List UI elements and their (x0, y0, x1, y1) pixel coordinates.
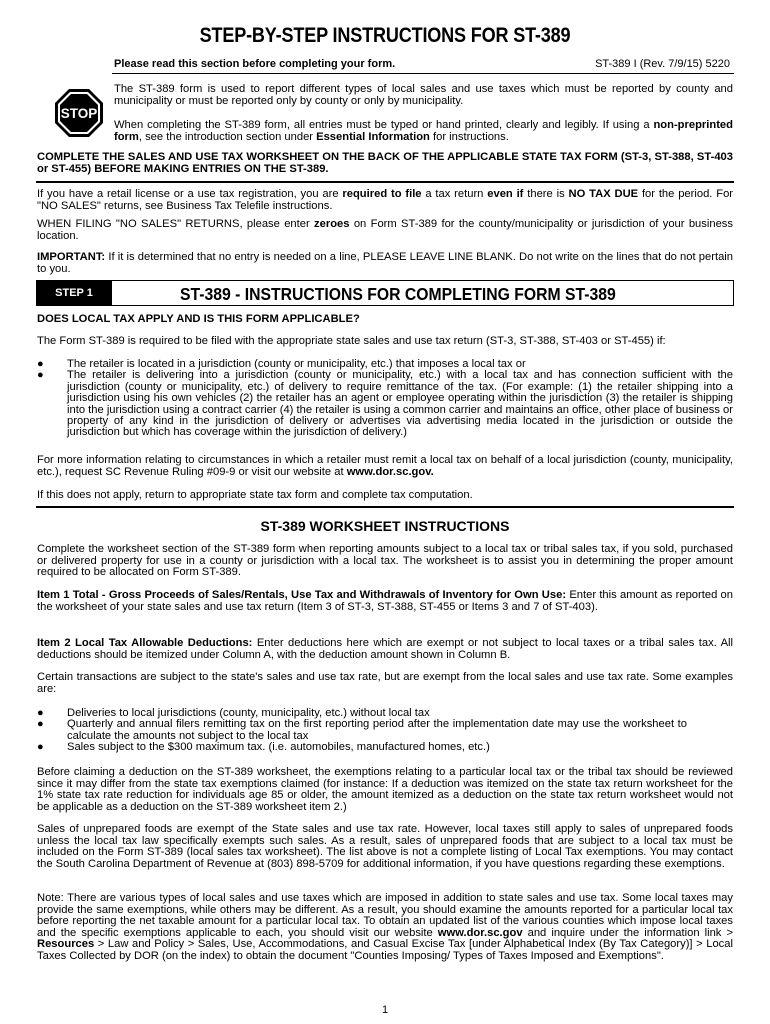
subheader-rule (112, 73, 734, 74)
essential-info-emphasis: Essential Information (316, 130, 430, 143)
page-title: STEP-BY-STEP INSTRUCTIONS FOR ST-389 (199, 24, 571, 47)
note-paragraph: Note: There are various types of local sales and use taxes which are imposed in addition to state sales and use tax. Some local taxes may provide the same exemptions, while others may be different. As a result, you should examine the amounts reported for a particular local tax before reporting the net taxable amount for a particular local tax. To obtain an updated list of the various counties which impose local taxes and the specific exemptions applicable to each, you should visit our website www.dor.sc.gov and inquire under the information link > Resources > Law and Policy > Sales, Use, Accommodations, and Casual Excise Tax [under Alphabetical Index (By Tax Category)] > Local Taxes Collected by DOR (on the index) to obtain the document "Counties Imposing/ Types of Taxes Imposed and Exemptions". (37, 892, 733, 962)
worksheet-heading: ST-389 WORKSHEET INSTRUCTIONS (260, 518, 510, 534)
section-rule-1 (36, 181, 734, 183)
form-revision: ST-389 I (Rev. 7/9/15) 5220 (595, 58, 730, 70)
subheader-instruction: Please read this section before completing your form. (114, 58, 396, 70)
important-paragraph: IMPORTANT: If it is determined that no entry is needed on a line, PLEASE LEAVE LINE BLANK. Do not write on the lines that do not pertain to you. (37, 251, 733, 275)
no-sales-paragraph: WHEN FILING "NO SALES" RETURNS, please enter zeroes on Form ST-389 for the county/municipality or jurisdiction of your business location. (37, 218, 733, 242)
page-number: 1 (381, 1004, 389, 1016)
worksheet-paragraph: Complete the worksheet section of the ST-389 form when reporting amounts subject to a local tax or tribal sales tax, if you sold, purchased or delivered property for use in a county or jurisdiction with a local tax. The worksheet is to assist you in determining the proper amount required to be allocated on Form ST-389. (37, 543, 733, 578)
item-1-paragraph: Item 1 Total - Gross Proceeds of Sales/Rentals, Use Tax and Withdrawals of Inventory for Own Use: Enter this amount as reported on the worksheet of your state sales and use tax return (Item 3 of ST-3, ST-388, ST-455 or Items 3 and 7 of ST-403). (37, 589, 734, 613)
list-item: ● The retailer is located in a jurisdiction (county or municipality, etc.) that imposes a local tax or (37, 359, 733, 370)
intro-paragraph-1: The ST-389 form is used to report different types of local sales and use taxes which must be reported by county and municipality or must be reported only by county or only by municipality. (114, 83, 733, 107)
unprepared-foods-paragraph: Sales of unprepared foods are exempt of the State sales and use tax rate. However, local taxes still apply to sales of unprepared foods unless the local tax law specifically exempts such sales. As a result, sales of unprepared foods that are subject to a local tax must be included on the Form ST-389 (local sales tax worksheet). The list above is not a complete listing of Local Tax exemptions. You may contact the South Carolina Department of Revenue at (803) 898-5709 for additional information, if you have questions regarding these exemptions. (37, 823, 733, 870)
certain-transactions-paragraph: Certain transactions are subject to the state's sales and use tax rate, but are exempt from the local sales and use tax rate. Some examples are: (37, 671, 733, 695)
stop-sign-icon (54, 88, 104, 138)
subheader (114, 58, 734, 70)
required-conditions-list (37, 359, 733, 439)
more-info-paragraph: For more information relating to circumstances in which a retailer must remit a local tax on behalf of a local jurisdiction (county, municipality, etc.), request SC Revenue Ruling #09-9 or visit our website at www.dor.sc.gov. (37, 454, 733, 478)
if-not-apply-paragraph: If this does not apply, return to appropriate state tax form and complete tax computation. (37, 489, 473, 501)
does-local-tax-heading: DOES LOCAL TAX APPLY AND IS THIS FORM APPLICABLE? (37, 313, 360, 325)
list-item: ● Sales subject to the $300 maximum tax. (i.e. automobiles, manufactured homes, etc.) (37, 742, 687, 753)
website-link: www.dor.sc.gov. (346, 465, 434, 478)
complete-worksheet-notice: COMPLETE THE SALES AND USE TAX WORKSHEET ON THE BACK OF THE APPLICABLE STATE TAX FORM (ST-3, ST-388, ST-403 or ST-455) BEFORE MAKING ENTRIES ON THE ST-389. (37, 151, 733, 175)
list-item: ● Quarterly and annual filers remitting tax on the first reporting period after the implementation date may use the worksheet to calculate the amounts not subject to the local tax (37, 719, 687, 742)
step-1-label: STEP 1 (36, 280, 112, 306)
step-1-title: ST-389 - INSTRUCTIONS FOR COMPLETING FORM ST-389 (180, 284, 616, 304)
license-paragraph: If you have a retail license or a use tax registration, you are required to file a tax return even if there is NO TAX DUE for the period. For "NO SALES" returns, see Business Tax Telefile instructions. (37, 188, 734, 212)
item-2-paragraph: Item 2 Local Tax Allowable Deductions: Enter deductions here which are exempt or not subject to local taxes or a tribal sales tax. All deductions should be itemized under Column A, with the deduction amount shown in Column B. (37, 637, 734, 661)
stop-sign-text: STOP (60, 106, 98, 121)
section-rule-2 (36, 506, 734, 508)
examples-list (37, 708, 687, 754)
non-preprinted-emphasis: non-preprinted form (114, 119, 733, 143)
list-item: ● Deliveries to local jurisdictions (county, municipality, etc.) without local tax (37, 708, 687, 719)
required-paragraph: The Form ST-389 is required to be filed with the appropriate state sales and use tax return (ST-3, ST-388, ST-403 or ST-455) if: (37, 335, 666, 347)
intro-paragraph-2: When completing the ST-389 form, all entries must be typed or hand printed, clearly and legibly. If using a non-preprinted form, see the introduction section under Essential Information for instructions. (114, 119, 733, 143)
before-claiming-paragraph: Before claiming a deduction on the ST-389 worksheet, the exemptions relating to a particular local tax or the tribal tax should be reviewed since it may differ from the state tax exemptions claimed (for instance: If a deduction was itemized on the state tax return worksheet for the 1% state tax rate reduction for individuals age 85 or older, the amount itemized as a deduction on the state tax return worksheet would not be applicable as a deduction on the ST-389 worksheet item 2.) (37, 766, 733, 813)
website-link: www.dor.sc.gov (437, 926, 523, 939)
list-item: ● The retailer is delivering into a jurisdiction (county or municipality, etc.) with a local tax and has connection sufficient with the jurisdiction (county or municipality, etc.) of delivery to require remittance of the tax. (For example: (1) the retailer shipping into a jurisdiction using his own vehicles (2) the retailer has an agent or employee operating within the jurisdiction (3) the retailer is shipping into the jurisdiction using a contract carrier (4) the retailer is using a common carrier and maintains an office, other place of business or property of any kind in the jurisdiction of delivery or advertises via advertising media located in the jurisdiction or outside the jurisdiction but which has coverage within the jurisdiction of delivery.) (37, 370, 733, 438)
